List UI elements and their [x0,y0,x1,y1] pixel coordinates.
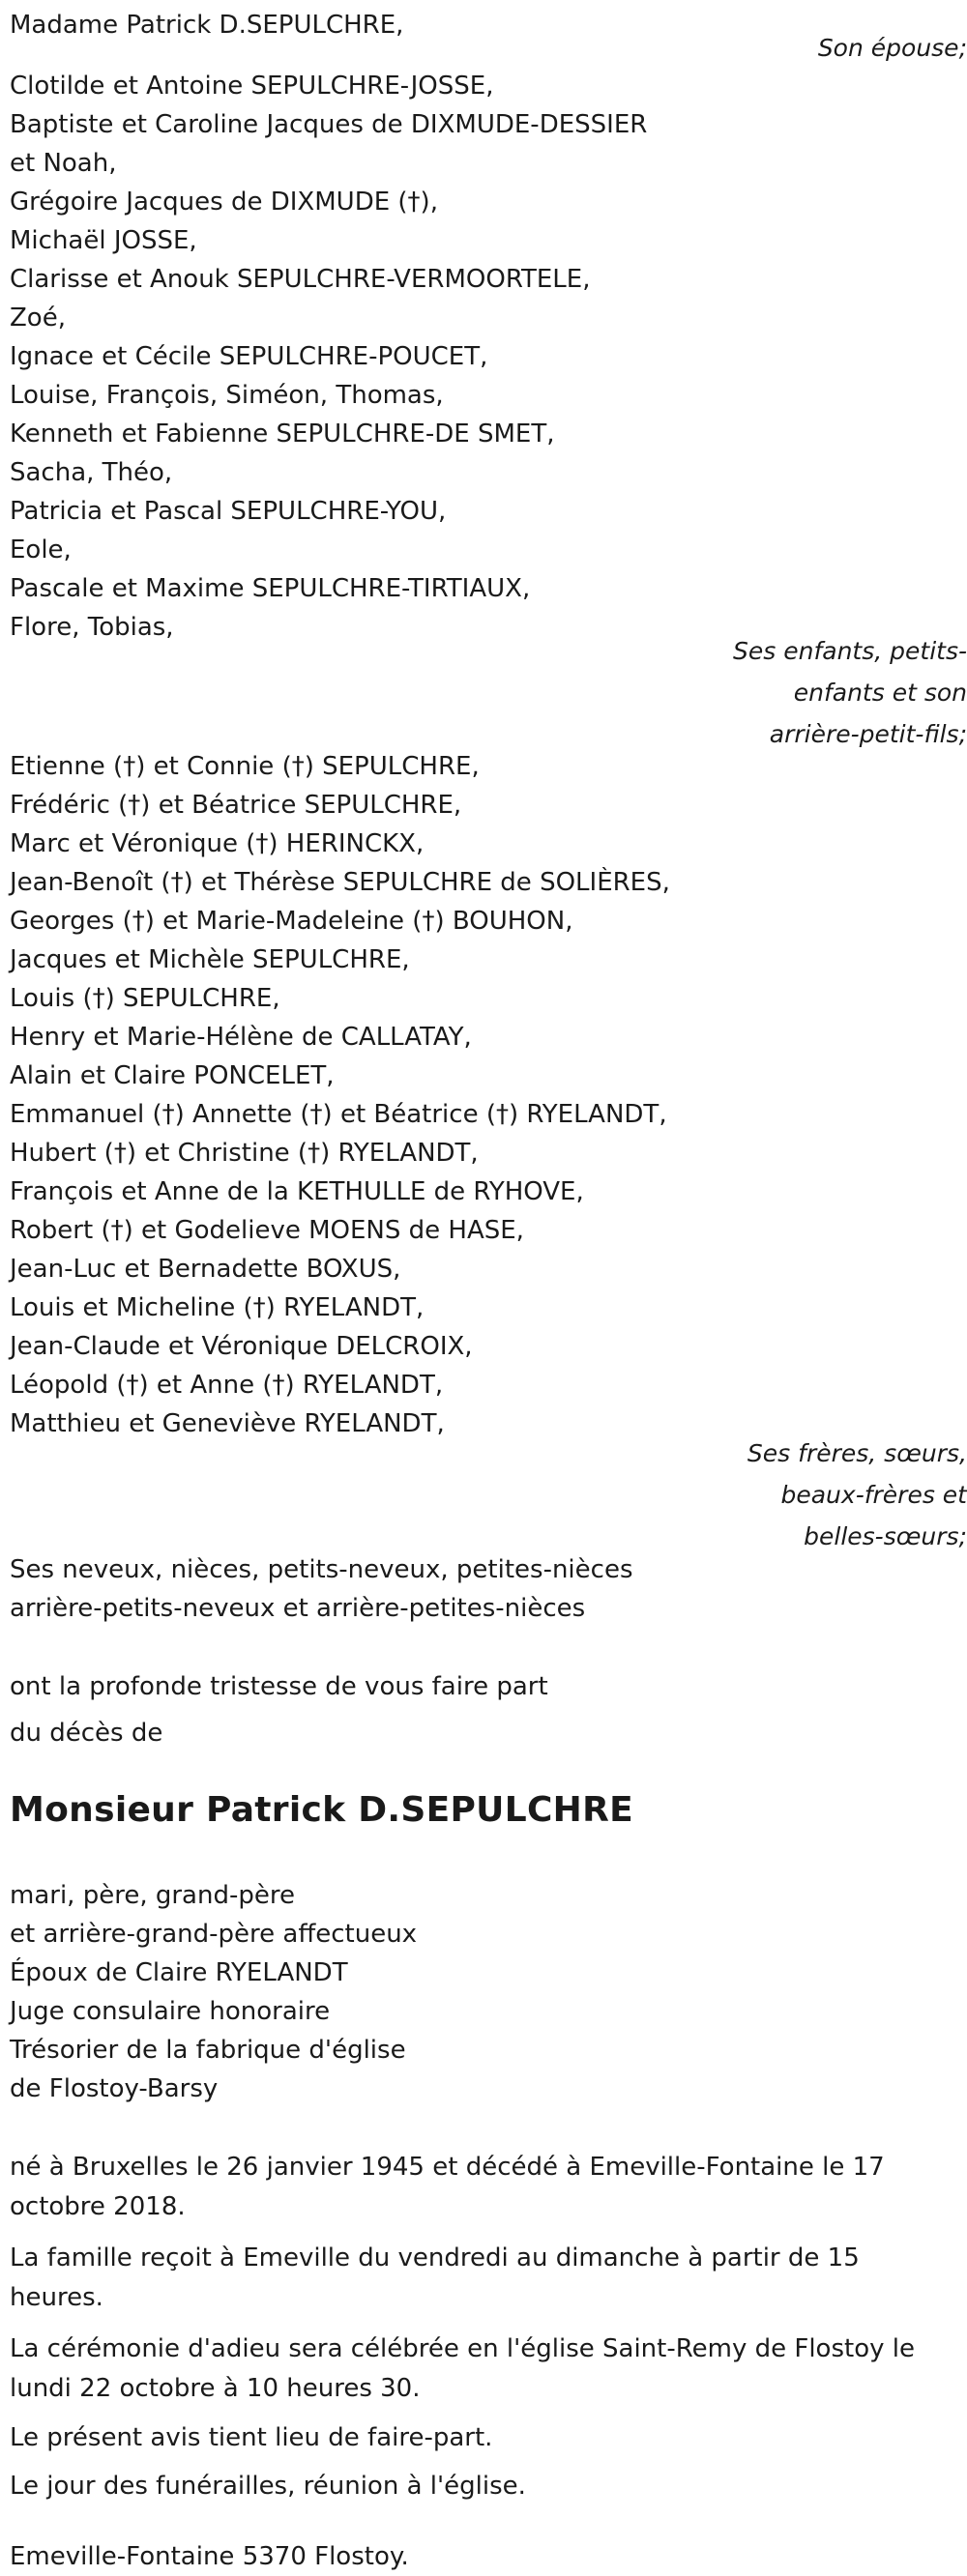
spouse-role-text: Son épouse; [817,34,967,62]
funeral-paragraph: Le jour des funérailles, réunion à l'église. [10,2472,526,2501]
children-role-line: Ses enfants, petits- [733,637,967,665]
child-line: Kenneth et Fabienne SEPULCHRE-DE SMET, [10,420,555,449]
deceased-name: Monsieur Patrick D.SEPULCHRE [10,1790,634,1830]
child-line: Patricia et Pascal SEPULCHRE-YOU, [10,497,447,526]
sibling-line: Alain et Claire PONCELET, [10,1061,335,1090]
sibling-line: Louis (†) SEPULCHRE, [10,984,280,1013]
sibling-line: Robert (†) et Godelieve MOENS de HASE, [10,1216,524,1245]
child-line: Zoé, [10,304,66,333]
sibling-line: Jean-Luc et Bernadette BOXUS, [10,1255,401,1284]
sibling-line: Jean-Claude et Véronique DELCROIX, [10,1332,473,1361]
announce-line: du décès de [10,1719,163,1748]
child-line: Louise, François, Siméon, Thomas, [10,381,444,410]
sibling-line: Henry et Marie-Hélène de CALLATAY, [10,1023,472,1052]
siblings-role-line: beaux-frères et [780,1481,967,1509]
child-line: Ignace et Cécile SEPULCHRE-POUCET, [10,342,488,371]
child-line: Flore, Tobias, [10,613,174,642]
children-role [677,630,967,755]
title-line: Juge consulaire honoraire [10,1997,331,2026]
visitation-paragraph: La famille reçoit à Emeville du vendredi au dimanche à partir de 15 heures. [10,2243,860,2312]
child-line: et Noah, [10,149,117,178]
ceremony-paragraph: La cérémonie d'adieu sera célébrée en l'église Saint-Remy de Flostoy le lundi 22 octobre à 10 heures 30. [10,2334,915,2403]
child-line: Eole, [10,535,72,564]
title-line: et arrière-grand-père affectueux [10,1920,418,1949]
sibling-line: Louis et Micheline (†) RYELANDT, [10,1293,425,1322]
child-line: Sacha, Théo, [10,458,173,487]
siblings-role-line: belles-sœurs; [804,1522,967,1550]
siblings-role [677,1433,967,1557]
child-line: Baptiste et Caroline Jacques de DIXMUDE-DESSIER [10,110,648,139]
sibling-line: François et Anne de la KETHULLE de RYHOVE, [10,1177,584,1206]
child-line: Pascale et Maxime SEPULCHRE-TIRTIAUX, [10,574,531,603]
nephews-line: arrière-petits-neveux et arrière-petites-nièces [10,1594,586,1623]
sibling-line: Georges (†) et Marie-Madeleine (†) BOUHON, [10,907,573,936]
sibling-line: Jacques et Michèle SEPULCHRE, [10,945,410,974]
spouse-role [677,27,967,69]
title-line: Époux de Claire RYELANDT [10,1958,348,1987]
announce-line: ont la profonde tristesse de vous faire part [10,1672,548,1701]
address-line: Emeville-Fontaine 5370 Flostoy. [10,2542,409,2571]
notice-paragraph: Le présent avis tient lieu de faire-part. [10,2423,493,2452]
title-line: Trésorier de la fabrique d'église [10,2036,406,2065]
siblings-role-line: Ses frères, sœurs, [747,1439,967,1467]
children-role-line: enfants et son [793,679,967,707]
title-line: mari, père, grand-père [10,1881,295,1910]
sibling-line: Jean-Benoît (†) et Thérèse SEPULCHRE de SOLIÈRES, [10,868,670,897]
sibling-line: Frédéric (†) et Béatrice SEPULCHRE, [10,791,462,820]
child-line: Grégoire Jacques de DIXMUDE (†), [10,188,438,217]
sibling-line: Marc et Véronique (†) HERINCKX, [10,829,425,858]
birth-death-paragraph: né à Bruxelles le 26 janvier 1945 et décédé à Emeville-Fontaine le 17 octobre 2018. [10,2153,885,2221]
child-line: Clotilde et Antoine SEPULCHRE-JOSSE, [10,72,494,101]
sibling-line: Matthieu et Geneviève RYELANDT, [10,1409,445,1438]
nephews-line: Ses neveux, nièces, petits-neveux, petites-nièces [10,1555,633,1584]
sibling-line: Emmanuel (†) Annette (†) et Béatrice (†) RYELANDT, [10,1100,667,1129]
sibling-line: Léopold (†) et Anne (†) RYELANDT, [10,1371,444,1400]
sibling-line: Etienne (†) et Connie (†) SEPULCHRE, [10,752,480,781]
children-role-line: arrière-petit-fils; [769,720,967,748]
sibling-line: Hubert (†) et Christine (†) RYELANDT, [10,1139,479,1168]
spouse-line: Madame Patrick D.SEPULCHRE, [10,11,404,40]
child-line: Michaël JOSSE, [10,226,197,255]
child-line: Clarisse et Anouk SEPULCHRE-VERMOORTELE, [10,265,591,294]
title-line: de Flostoy-Barsy [10,2074,219,2103]
